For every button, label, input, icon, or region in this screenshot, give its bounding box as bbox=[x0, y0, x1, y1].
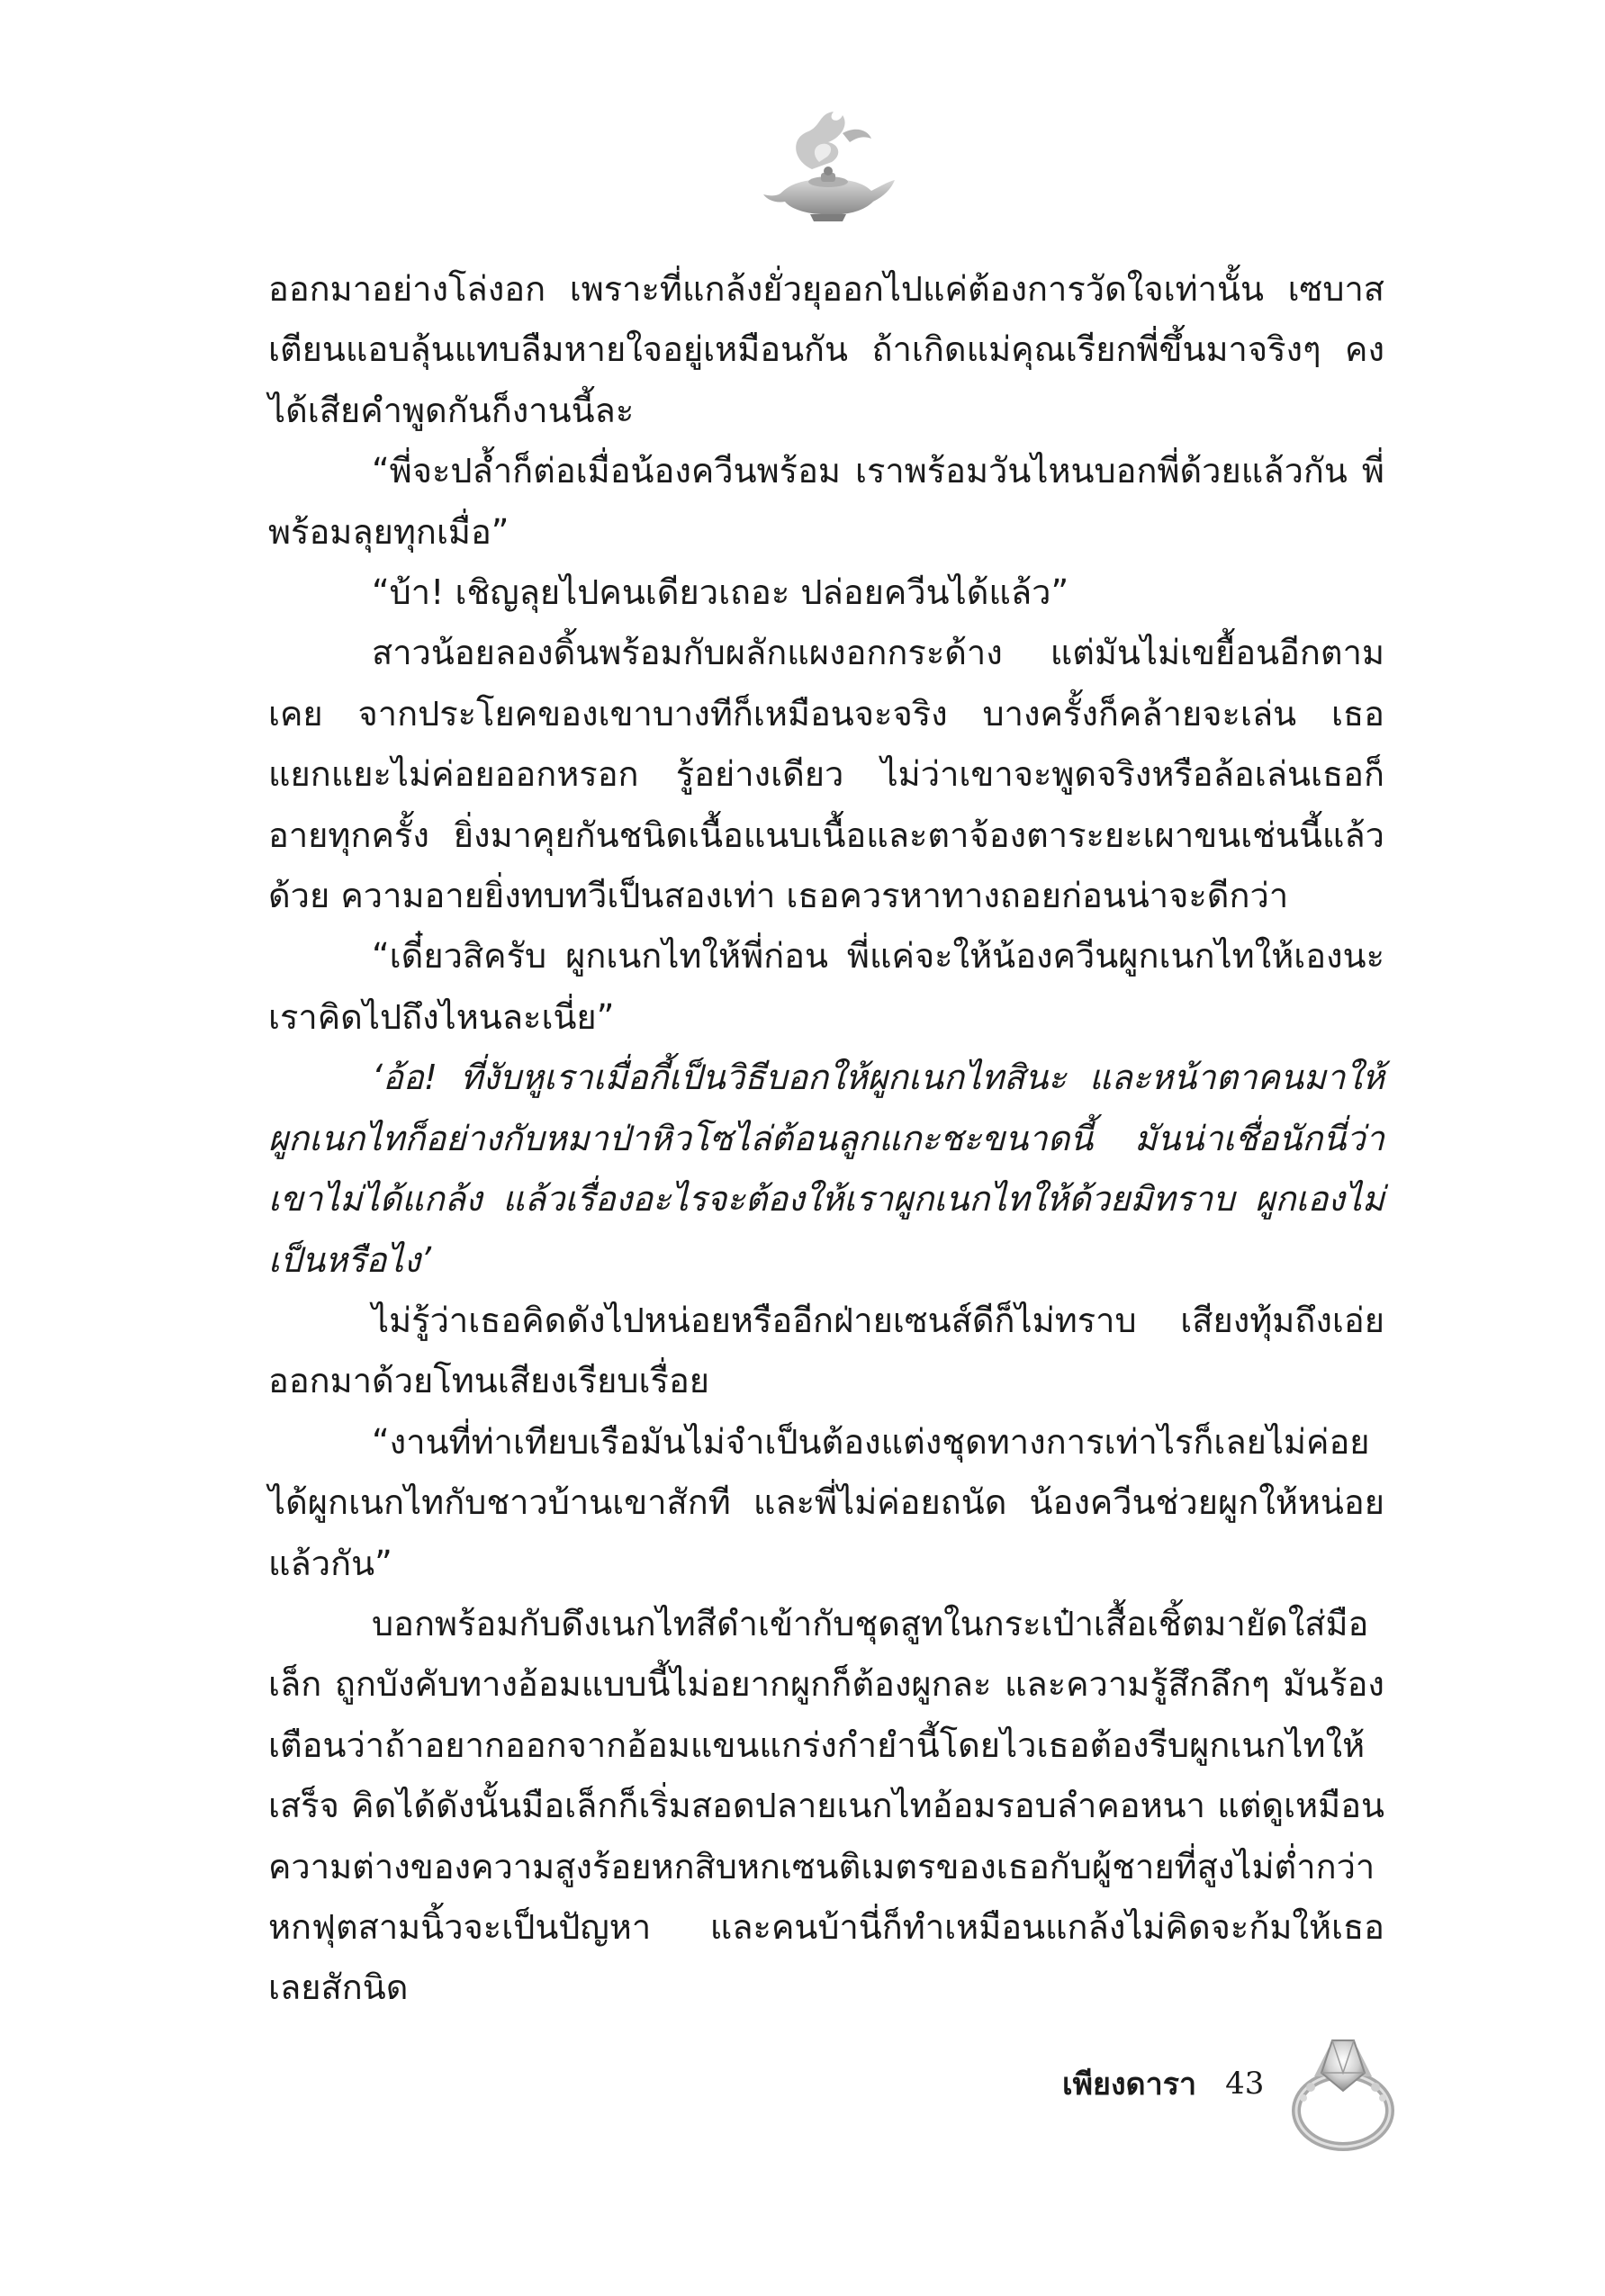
paragraph: “เดี๋ยวสิครับ ผูกเนกไทให้พี่ก่อน พี่แค่จะให้น้องควีนผูกเนกไทให้เองนะ เราคิดไปถึงไหนละเนี่ย” bbox=[268, 936, 1384, 1037]
page-number: 43 bbox=[1225, 2066, 1265, 2102]
paragraph: ไม่รู้ว่าเธอคิดดังไปหน่อยหรืออีกฝ่ายเซนส์ดีก็ไม่ทราบ เสียงทุ้มถึงเอ่ยออกมาด้วยโทนเสียงเรียบเรื่อย bbox=[268, 1300, 1384, 1401]
diamond-ring-icon bbox=[1278, 2021, 1404, 2156]
paragraph: “พี่จะปล้ำก็ต่อเมื่อน้องควีนพร้อม เราพร้อมวันไหนบอกพี่ด้วยแล้วกัน พี่พร้อมลุยทุกเมื่อ” bbox=[268, 451, 1384, 552]
page-footer bbox=[1062, 2057, 1264, 2111]
paragraph: สาวน้อยลองดิ้นพร้อมกับผลักแผงอกกระด้าง แต่มันไม่เขยื้อนอีกตามเคย จากประโยคของเขาบางทีก็เหมือนจะจริง บางครั้งก็คล้ายจะเล่น เธอแยกแยะไม่ค่อยออกหรอก รู้อย่างเดียว ไม่ว่าเขาจะพูดจริงหรือล้อเล่นเธอก็อายทุกครั้ง ยิ่งมาคุยกันชนิดเนื้อแนบเนื้อและตาจ้องตาระยะเผาขนเช่นนี้แล้วด้วย ความอายยิ่งทบทวีเป็นสองเท่า เธอควรหาทางถอยก่อนน่าจะดีกว่า bbox=[268, 633, 1384, 916]
paragraph: “งานที่ท่าเทียบเรือมันไม่จำเป็นต้องแต่งชุดทางการเท่าไรก็เลยไม่ค่อยได้ผูกเนกไทกับชาวบ้านเขาสักที และพี่ไม่ค่อยถนัด น้องควีนช่วยผูกให้หน่อยแล้วกัน” bbox=[268, 1421, 1384, 1583]
paragraph: บอกพร้อมกับดึงเนกไทสีดำเข้ากับชุดสูทในกระเป๋าเสื้อเชิ้ตมายัดใส่มือเล็ก ถูกบังคับทางอ้อมแบบนี้ไม่อยากผูกก็ต้องผูกละ และความรู้สึกลึกๆ มันร้องเตือนว่าถ้าอยากออกจากอ้อมแขนแกร่งกำยำนี้โดยไวเธอต้องรีบผูกเนกไทให้เสร็จ คิดได้ดังนั้นมือเล็กก็เริ่มสอดปลายเนกไทอ้อมรอบลำคอหนา แต่ดูเหมือนความต่างของความสูงร้อยหกสิบหกเซนติเมตรของเธอกับผู้ชายที่สูงไม่ต่ำกว่าหกฟุตสามนิ้วจะเป็นปัญหา และคนบ้านี่ก็ทำเหมือนแกล้งไม่คิดจะก้มให้เธอเลยสักนิด bbox=[268, 1603, 1384, 2008]
paragraph-inner-thought: ‘อ้อ! ที่งับหูเราเมื่อกี้เป็นวิธีบอกให้ผูกเนกไทสินะ และหน้าตาคนมาให้ผูกเนกไทก็อย่างกับหมาป่าหิวโซไล่ต้อนลูกแกะชะขนาดนี้ มันน่าเชื่อนักนี่ว่าเขาไม่ได้แกล้ง แล้วเรื่องอะไรจะต้องให้เราผูกเนกไทให้ด้วยมิทราบ ผูกเองไม่เป็นหรือไง’ bbox=[268, 1058, 1384, 1280]
page-body bbox=[268, 259, 1384, 2019]
paragraph: “บ้า! เชิญลุยไปคนเดียวเถอะ ปล่อยควีนได้แล้ว” bbox=[372, 572, 1069, 613]
magic-lamp-icon bbox=[756, 106, 900, 223]
book-title: เพียงดารา bbox=[1062, 2066, 1197, 2102]
paragraph: ออกมาอย่างโล่งอก เพราะที่แกล้งยั่วยุออกไปแค่ต้องการวัดใจเท่านั้น เซบาสเตียนแอบลุ้นแทบลืมหายใจอยู่เหมือนกัน ถ้าเกิดแม่คุณเรียกพี่ขึ้นมาจริงๆ คงได้เสียคำพูดกันก็งานนี้ละ bbox=[268, 269, 1384, 430]
